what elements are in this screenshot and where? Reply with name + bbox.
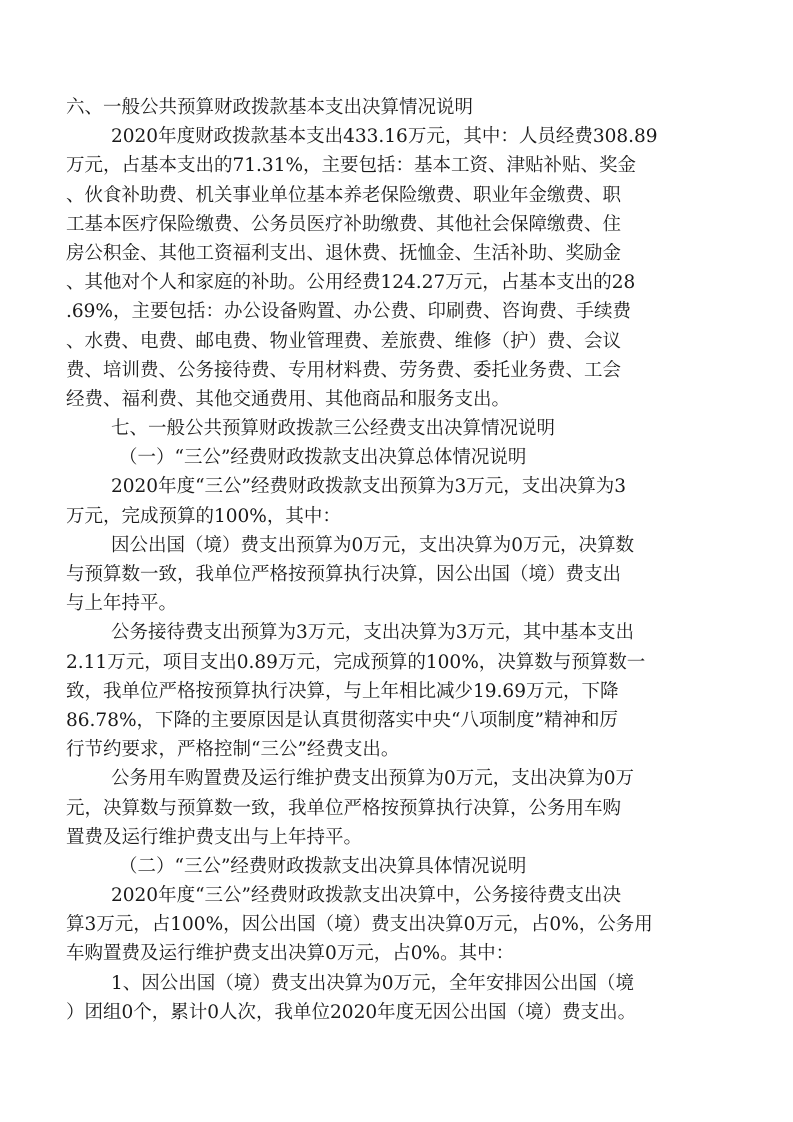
text-line: 、其他对个人和家庭的补助。公用经费124.27万元，占基本支出的28 — [66, 272, 636, 294]
text-line: 、伙食补助费、机关事业单位基本养老保险缴费、职业年金缴费、职 — [66, 184, 622, 206]
text-line: 万元，占基本支出的71.31%，主要包括：基本工资、津贴补贴、奖金 — [66, 155, 637, 177]
text-line: 公务接待费支出预算为3万元，支出决算为3万元，其中基本支出 — [111, 622, 635, 644]
text-line: 与上年持平。 — [66, 593, 178, 615]
text-line: 因公出国（境）费支出预算为0万元，支出决算为0万元，决算数 — [111, 534, 635, 556]
text-line: 工基本医疗保险缴费、公务员医疗补助缴费、其他社会保障缴费、住 — [66, 213, 622, 235]
text-line: 元，决算数与预算数一致，我单位严格按预算执行决算，公务用车购 — [66, 797, 622, 819]
text-line: 经费、福利费、其他交通费用、其他商品和服务支出。 — [66, 388, 511, 410]
text-line: 致，我单位严格按预算执行决算，与上年相比减少19.69万元，下降 — [66, 680, 619, 702]
text-line: 2.11万元，项目支出0.89万元，完成预算的100%，决算数与预算数一 — [66, 651, 646, 673]
text-line: 1、因公出国（境）费支出决算为0万元，全年安排因公出国（境 — [111, 972, 635, 994]
text-line: 置费及运行维护费支出与上年持平。 — [66, 826, 363, 848]
text-line: 房公积金、其他工资福利支出、退休费、抚恤金、生活补助、奖励金 — [66, 242, 622, 264]
text-line: 86.78%，下降的主要原因是认真贯彻落实中央“八项制度”精神和厉 — [66, 709, 618, 731]
text-line: 2020年度财政拨款基本支出433.16万元，其中：人员经费308.89 — [111, 126, 658, 148]
document-page — [66, 93, 728, 1027]
text-line: 行节约要求，严格控制“三公”经费支出。 — [66, 739, 400, 761]
text-line: 2020年度“三公”经费财政拨款支出决算中，公务接待费支出决 — [111, 885, 621, 907]
text-line: 车购置费及运行维护费支出决算0万元，占0%。其中： — [66, 943, 515, 965]
text-line: 算3万元，占100%，因公出国（境）费支出决算0万元，占0%，公务用 — [66, 914, 653, 936]
text-line: 万元，完成预算的100%，其中： — [66, 505, 341, 527]
text-line: （二）“三公”经费财政拨款支出决算具体情况说明 — [119, 855, 527, 877]
text-line: （一）“三公”经费财政拨款支出决算总体情况说明 — [119, 447, 527, 469]
text-line: 、水费、电费、邮电费、物业管理费、差旅费、维修（护）费、会议 — [66, 330, 622, 352]
text-line: 2020年度“三公”经费财政拨款支出预算为3万元，支出决算为3 — [111, 476, 627, 498]
text-line: 六、一般公共预算财政拨款基本支出决算情况说明 — [66, 97, 474, 118]
text-line: .69%，主要包括：办公设备购置、办公费、印刷费、咨询费、手续费 — [66, 301, 632, 323]
text-line: 公务用车购置费及运行维护费支出预算为0万元，支出决算为0万 — [111, 768, 635, 790]
text-line: 与预算数一致，我单位严格按预算执行决算，因公出国（境）费支出 — [66, 564, 622, 585]
text-line: 费、培训费、公务接待费、专用材料费、劳务费、委托业务费、工会 — [66, 359, 622, 381]
text-line: ）团组0个，累计0人次，我单位2020年度无因公出国（境）费支出。 — [66, 1001, 637, 1023]
text-line: 七、一般公共预算财政拨款三公经费支出决算情况说明 — [111, 418, 556, 440]
